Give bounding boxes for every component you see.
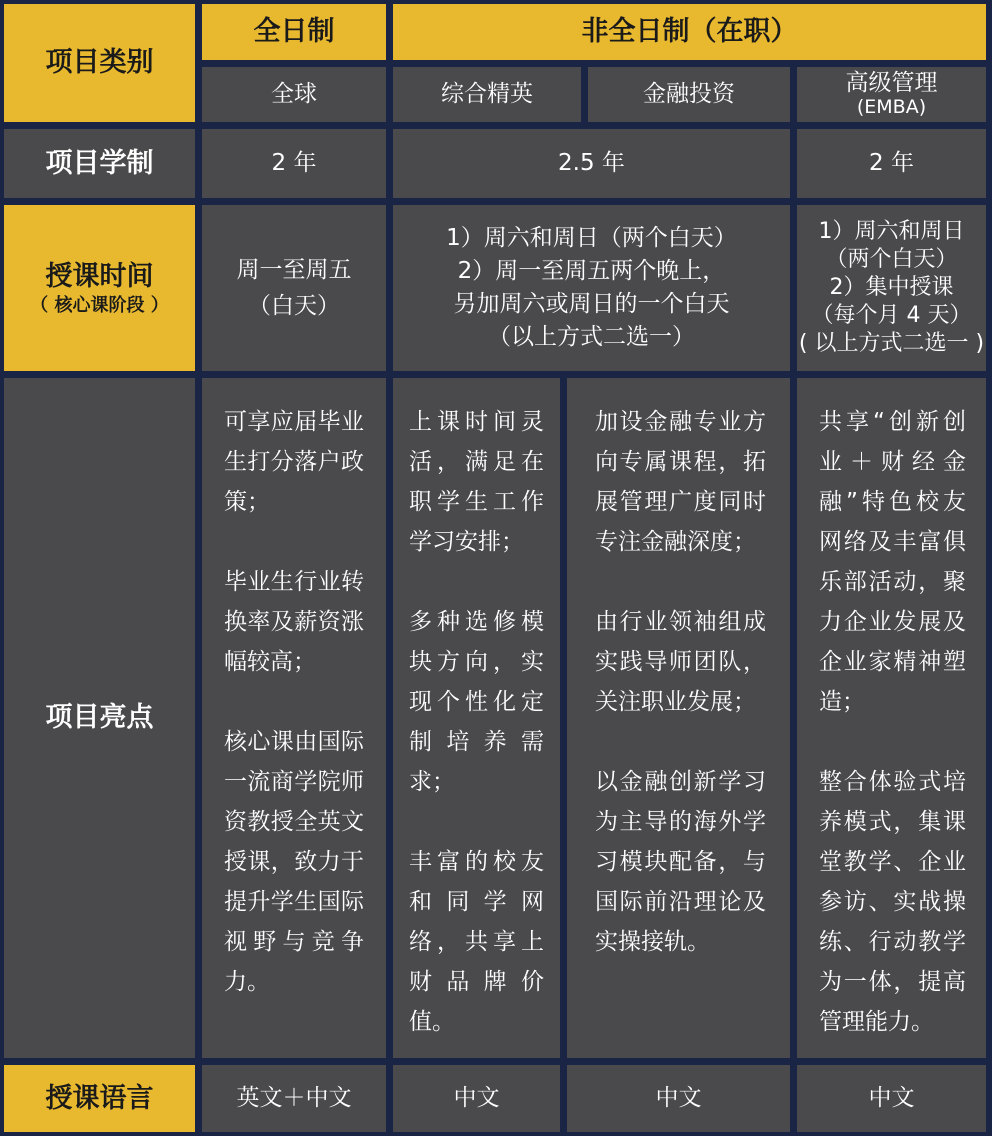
highlights-comprehensive: [393, 378, 560, 1058]
highlights-finance: [567, 378, 790, 1058]
schedule-emba-line: （两个白天）: [825, 247, 958, 272]
schedule-label-main: 授课时间: [45, 260, 154, 292]
highlight-paragraph: 多种选修模块方向，实现个性化定制培养需求；: [409, 609, 544, 795]
program-emba-line1: 高级管理: [845, 70, 938, 97]
program-emba-line2: (EMBA): [856, 95, 927, 118]
schedule-label: [4, 205, 195, 371]
highlight-paragraph: 可享应届毕业生打分落户政策；: [224, 409, 364, 515]
schedule-parttime: [393, 205, 790, 371]
highlight-paragraph: 丰富的校友和同学网络，共享上财品牌价值。: [409, 849, 544, 1035]
duration-label: 项目学制: [4, 129, 195, 198]
program-comprehensive: 综合精英: [393, 67, 581, 122]
language-comprehensive: 中文: [393, 1065, 560, 1132]
schedule-label-sub: （ 核心课阶段 ）: [30, 294, 169, 316]
duration-parttime: 2.5 年: [393, 129, 790, 198]
schedule-parttime-line: 另加周六或周日的一个白天: [453, 291, 730, 317]
parttime-header: 非全日制（在职）: [393, 4, 986, 60]
schedule-emba-line: ( 以上方式二选一 ): [798, 331, 985, 356]
schedule-emba-line: （每个月 4 天）: [811, 303, 972, 328]
highlight-paragraph: 以金融创新学习为主导的海外学习模块配备，与国际前沿理论及实操接轨。: [595, 769, 766, 955]
program-finance: 金融投资: [588, 67, 790, 122]
schedule-parttime-line: 1）周六和周日（两个白天）: [446, 225, 737, 251]
fulltime-header: 全日制: [202, 4, 386, 60]
highlight-paragraph: 由行业领袖组成实践导师团队，关注职业发展；: [595, 609, 766, 715]
schedule-fulltime: [202, 205, 386, 371]
language-emba: 中文: [797, 1065, 986, 1132]
program-global: 全球: [202, 67, 386, 122]
duration-emba: 2 年: [797, 129, 986, 198]
schedule-parttime-line: 2）周一至周五两个晚上，: [457, 258, 726, 284]
category-header: 项目类别: [4, 4, 195, 122]
highlight-paragraph: 共享“创新创业＋财经金融”特色校友网络及丰富俱乐部活动，聚力企业发展及企业家精神塑造；: [819, 409, 966, 715]
highlight-paragraph: 整合体验式培养模式，集课堂教学、企业参访、实战操练、行动教学为一体，提高管理能力。: [819, 769, 966, 1035]
language-global: 英文＋中文: [202, 1065, 386, 1132]
language-finance: 中文: [567, 1065, 790, 1132]
schedule-fulltime-line2: （白天）: [248, 293, 340, 319]
highlights-global: [202, 378, 386, 1058]
highlights-label: 项目亮点: [4, 378, 195, 1058]
highlight-paragraph: 加设金融专业方向专属课程，拓展管理广度同时专注金融深度；: [595, 409, 766, 555]
program-emba: [797, 67, 986, 122]
schedule-emba: [797, 205, 986, 371]
highlight-paragraph: 核心课由国际一流商学院师资教授全英文授课，致力于提升学生国际视野与竞争力。: [224, 729, 364, 995]
schedule-emba-line: 2）集中授课: [829, 275, 954, 300]
highlight-paragraph: 上课时间灵活，满足在职学生工作学习安排；: [409, 409, 544, 555]
schedule-parttime-line: （以上方式二选一）: [488, 324, 695, 350]
schedule-emba-line: 1）周六和周日: [818, 219, 965, 244]
language-label: 授课语言: [4, 1065, 195, 1132]
highlights-emba: [797, 378, 986, 1058]
highlight-paragraph: 毕业生行业转换率及薪资涨幅较高；: [224, 569, 364, 675]
duration-fulltime: 2 年: [202, 129, 386, 198]
schedule-fulltime-line1: 周一至周五: [236, 257, 352, 283]
